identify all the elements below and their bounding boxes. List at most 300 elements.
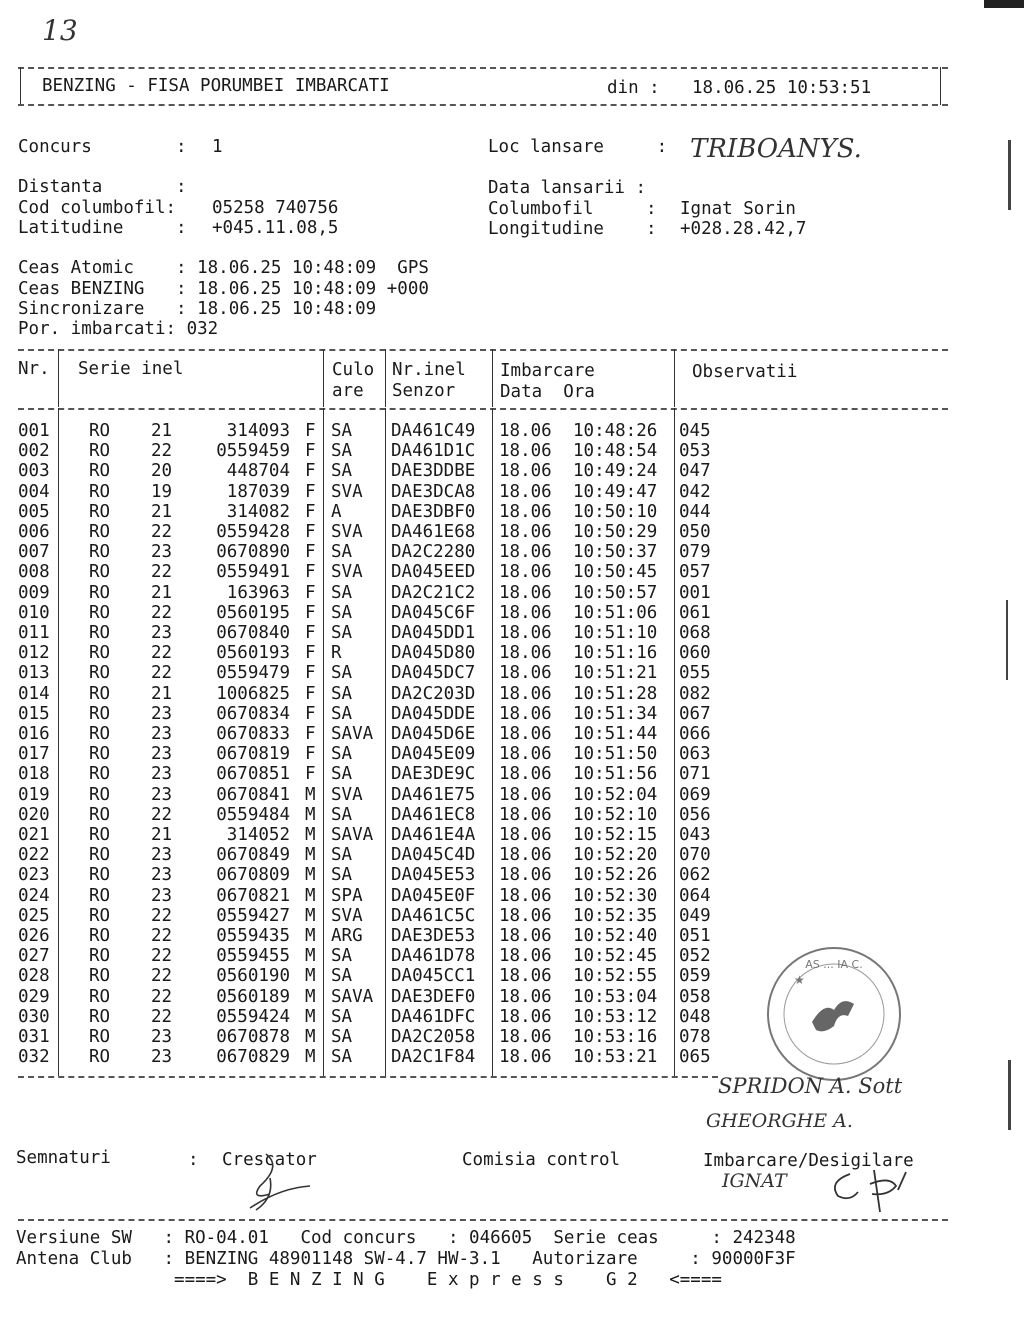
row-year: 23 bbox=[151, 1047, 173, 1068]
row-year: 21 bbox=[151, 825, 173, 845]
header-left-border bbox=[20, 67, 21, 105]
footer-benzing-express: ====> B E N Z I N G E x p r e s s G 2 <==== bbox=[16, 1270, 722, 1290]
row-ring-number: 187039 bbox=[226, 481, 290, 502]
row-country: RO bbox=[89, 804, 111, 825]
row-time: 10:50:45 bbox=[573, 562, 658, 583]
row-ring-number: 0559491 bbox=[216, 562, 290, 583]
col-divider bbox=[492, 349, 493, 407]
row-time: 10:52:20 bbox=[573, 845, 658, 866]
row-year: 21 bbox=[151, 582, 173, 603]
row-color: SA bbox=[331, 764, 353, 785]
semnaturi-colon: : bbox=[188, 1150, 199, 1170]
row-year: 22 bbox=[151, 562, 173, 583]
row-sex: M bbox=[305, 784, 316, 805]
row-country: RO bbox=[89, 744, 111, 765]
row-time: 10:50:57 bbox=[573, 582, 658, 603]
row-sensor: DA045DD1 bbox=[391, 623, 476, 643]
row-date: 18.06 bbox=[499, 784, 552, 805]
row-observation: 044 bbox=[679, 501, 711, 522]
row-ring-number: 0560190 bbox=[216, 966, 290, 987]
din-label: din : bbox=[607, 78, 660, 98]
header-bottom-border bbox=[18, 104, 948, 106]
row-color: SA bbox=[331, 623, 353, 643]
row-date: 18.06 bbox=[499, 744, 552, 765]
row-time: 10:51:06 bbox=[573, 602, 658, 623]
row-color: SPA bbox=[331, 885, 363, 906]
row-nr: 018 bbox=[18, 764, 50, 785]
row-time: 10:48:54 bbox=[573, 441, 658, 462]
row-date: 18.06 bbox=[499, 703, 552, 724]
row-date: 18.06 bbox=[499, 986, 552, 1007]
row-sex: M bbox=[305, 986, 316, 1007]
row-country: RO bbox=[89, 905, 111, 926]
row-nr: 009 bbox=[18, 582, 50, 603]
row-color: SA bbox=[331, 542, 353, 563]
row-nr: 016 bbox=[18, 724, 50, 744]
row-date: 18.06 bbox=[499, 441, 552, 462]
row-sensor: DA045D6E bbox=[391, 724, 476, 744]
row-time: 10:51:56 bbox=[573, 764, 658, 785]
row-year: 23 bbox=[151, 865, 173, 886]
footer-versiune: Versiune SW : RO-04.01 Cod concurs : 046605 Serie ceas : 242348 bbox=[16, 1228, 796, 1248]
row-country: RO bbox=[89, 1006, 111, 1027]
row-observation: 050 bbox=[679, 522, 711, 542]
footer-top-border bbox=[18, 1219, 948, 1221]
row-sex: F bbox=[305, 481, 316, 502]
row-ring-number: 448704 bbox=[226, 461, 290, 482]
header-serie-inel: Serie inel bbox=[78, 359, 184, 379]
ceas-benzing: Ceas BENZING : 18.06.25 10:48:09 +000 bbox=[18, 279, 429, 299]
row-date: 18.06 bbox=[499, 501, 552, 522]
row-sex: F bbox=[305, 643, 316, 664]
row-ring-number: 314093 bbox=[226, 421, 290, 441]
row-sensor: DA461E68 bbox=[391, 522, 476, 542]
row-year: 21 bbox=[151, 421, 173, 441]
association-stamp bbox=[764, 944, 904, 1084]
row-nr: 004 bbox=[18, 481, 50, 502]
row-color: SAVA bbox=[331, 724, 374, 744]
row-nr: 024 bbox=[18, 885, 50, 906]
row-ring-number: 0670829 bbox=[216, 1047, 290, 1068]
row-color: SA bbox=[331, 461, 353, 482]
row-observation: 056 bbox=[679, 804, 711, 825]
loc-lansare-handwritten: TRIBOANYS. bbox=[690, 134, 862, 164]
row-year: 23 bbox=[151, 784, 173, 805]
row-color: SA bbox=[331, 602, 353, 623]
row-country: RO bbox=[89, 683, 111, 704]
row-sex: M bbox=[305, 1047, 316, 1068]
row-year: 19 bbox=[151, 481, 173, 502]
row-color: SVA bbox=[331, 905, 363, 926]
row-color: A bbox=[331, 501, 342, 522]
scan-mark bbox=[1008, 140, 1011, 210]
row-nr: 025 bbox=[18, 905, 50, 926]
stamp-text: AS ... IA C. bbox=[805, 958, 863, 971]
row-ring-number: 0670878 bbox=[216, 1027, 290, 1047]
scan-mark bbox=[1008, 1060, 1011, 1130]
row-ring-number: 0559479 bbox=[216, 663, 290, 684]
row-year: 23 bbox=[151, 542, 173, 563]
row-sensor: DA2C1F84 bbox=[391, 1047, 476, 1068]
row-year: 22 bbox=[151, 663, 173, 684]
row-sensor: DA045E09 bbox=[391, 744, 476, 765]
row-observation: 065 bbox=[679, 1047, 711, 1068]
row-nr: 027 bbox=[18, 946, 50, 967]
row-nr: 014 bbox=[18, 683, 50, 704]
row-color: SA bbox=[331, 1047, 353, 1068]
row-sensor: DA2C2058 bbox=[391, 1027, 476, 1047]
row-year: 22 bbox=[151, 522, 173, 542]
row-sex: F bbox=[305, 602, 316, 623]
row-color: SA bbox=[331, 703, 353, 724]
row-date: 18.06 bbox=[499, 663, 552, 684]
porumbei-imbarcati: Por. imbarcati: 032 bbox=[18, 319, 219, 339]
header-imbarcare-1: Imbarcare bbox=[500, 361, 595, 381]
row-year: 22 bbox=[151, 441, 173, 462]
row-color: SA bbox=[331, 845, 353, 866]
row-sensor: DA045E0F bbox=[391, 885, 476, 906]
row-time: 10:52:45 bbox=[573, 946, 658, 967]
row-date: 18.06 bbox=[499, 522, 552, 542]
row-observation: 069 bbox=[679, 784, 711, 805]
pigeon-emblem-icon bbox=[812, 1001, 854, 1031]
row-country: RO bbox=[89, 602, 111, 623]
row-nr: 026 bbox=[18, 926, 50, 946]
row-sex: F bbox=[305, 703, 316, 724]
loc-lansare-label: Loc lansare : bbox=[488, 137, 668, 157]
row-year: 23 bbox=[151, 724, 173, 744]
row-time: 10:52:26 bbox=[573, 865, 658, 886]
row-year: 23 bbox=[151, 744, 173, 765]
row-country: RO bbox=[89, 542, 111, 563]
col-divider bbox=[58, 349, 59, 407]
row-sensor: DA045EED bbox=[391, 562, 476, 583]
row-time: 10:52:15 bbox=[573, 825, 658, 845]
row-time: 10:51:21 bbox=[573, 663, 658, 684]
row-observation: 062 bbox=[679, 865, 711, 886]
row-color: SA bbox=[331, 663, 353, 684]
row-nr: 029 bbox=[18, 986, 50, 1007]
row-sex: F bbox=[305, 663, 316, 684]
crescator-signature-scribble bbox=[230, 1148, 320, 1218]
row-nr: 017 bbox=[18, 744, 50, 765]
row-country: RO bbox=[89, 461, 111, 482]
scan-edge bbox=[984, 0, 1024, 8]
row-sex: M bbox=[305, 905, 316, 926]
scan-mark bbox=[1006, 600, 1008, 680]
row-color: SA bbox=[331, 582, 353, 603]
row-year: 22 bbox=[151, 643, 173, 664]
row-year: 23 bbox=[151, 703, 173, 724]
row-observation: 070 bbox=[679, 845, 711, 866]
row-time: 10:53:16 bbox=[573, 1027, 658, 1047]
row-country: RO bbox=[89, 825, 111, 845]
row-ring-number: 0559427 bbox=[216, 905, 290, 926]
row-color: SA bbox=[331, 1027, 353, 1047]
row-year: 21 bbox=[151, 501, 173, 522]
row-time: 10:53:12 bbox=[573, 1006, 658, 1027]
concurs-label: Concurs : bbox=[18, 137, 187, 157]
row-nr: 012 bbox=[18, 643, 50, 664]
row-observation: 049 bbox=[679, 905, 711, 926]
row-country: RO bbox=[89, 724, 111, 744]
row-nr: 031 bbox=[18, 1027, 50, 1047]
col-divider bbox=[323, 349, 324, 407]
row-country: RO bbox=[89, 703, 111, 724]
din-value: 18.06.25 10:53:51 bbox=[692, 78, 872, 98]
header-culoare-1: Culo bbox=[332, 360, 375, 380]
crescator-label: Crescator bbox=[222, 1150, 317, 1170]
row-ring-number: 0670821 bbox=[216, 885, 290, 906]
row-color: SA bbox=[331, 946, 353, 967]
table-header-bottom-border bbox=[18, 408, 948, 410]
row-time: 10:49:47 bbox=[573, 481, 658, 502]
row-observation: 001 bbox=[679, 582, 711, 603]
row-observation: 060 bbox=[679, 643, 711, 664]
row-sensor: DA461E4A bbox=[391, 825, 476, 845]
row-ring-number: 0670819 bbox=[216, 744, 290, 765]
latitudine-label: Latitudine : bbox=[18, 218, 187, 238]
row-color: SA bbox=[331, 804, 353, 825]
row-observation: 047 bbox=[679, 461, 711, 482]
row-date: 18.06 bbox=[499, 623, 552, 643]
row-sex: F bbox=[305, 623, 316, 643]
row-time: 10:51:44 bbox=[573, 724, 658, 744]
row-country: RO bbox=[89, 623, 111, 643]
header-top-border bbox=[18, 67, 948, 69]
row-year: 23 bbox=[151, 845, 173, 866]
row-date: 18.06 bbox=[499, 562, 552, 583]
row-sensor: DA045D80 bbox=[391, 643, 476, 664]
col-divider bbox=[385, 408, 386, 1076]
row-year: 22 bbox=[151, 926, 173, 946]
row-country: RO bbox=[89, 966, 111, 987]
row-date: 18.06 bbox=[499, 825, 552, 845]
row-date: 18.06 bbox=[499, 1047, 552, 1068]
row-year: 23 bbox=[151, 623, 173, 643]
row-sex: M bbox=[305, 966, 316, 987]
row-ring-number: 0670849 bbox=[216, 845, 290, 866]
row-sex: F bbox=[305, 764, 316, 785]
row-time: 10:52:30 bbox=[573, 885, 658, 906]
desigilare-signature-scribble bbox=[810, 1162, 920, 1222]
row-country: RO bbox=[89, 501, 111, 522]
cod-columbofil-value: 05258 740756 bbox=[212, 198, 339, 218]
row-date: 18.06 bbox=[499, 582, 552, 603]
row-ring-number: 0559459 bbox=[216, 441, 290, 462]
row-color: SA bbox=[331, 744, 353, 765]
row-time: 10:53:21 bbox=[573, 1047, 658, 1068]
row-observation: 055 bbox=[679, 663, 711, 684]
row-observation: 051 bbox=[679, 926, 711, 946]
row-country: RO bbox=[89, 441, 111, 462]
row-country: RO bbox=[89, 562, 111, 583]
row-year: 20 bbox=[151, 461, 173, 482]
handwritten-page-number: 13 bbox=[42, 14, 78, 47]
row-sensor: DAE3DE9C bbox=[391, 764, 476, 785]
row-observation: 068 bbox=[679, 623, 711, 643]
longitudine-value: +028.28.42,7 bbox=[680, 219, 807, 239]
row-observation: 078 bbox=[679, 1027, 711, 1047]
row-date: 18.06 bbox=[499, 1006, 552, 1027]
row-sex: M bbox=[305, 825, 316, 845]
longitudine-label: Longitudine : bbox=[488, 219, 657, 239]
row-nr: 019 bbox=[18, 784, 50, 805]
row-color: SA bbox=[331, 683, 353, 704]
row-color: SAVA bbox=[331, 986, 374, 1007]
header-observatii: Observatii bbox=[692, 362, 798, 382]
row-nr: 022 bbox=[18, 845, 50, 866]
row-ring-number: 1006825 bbox=[216, 683, 290, 704]
footer-antena: Antena Club : BENZING 48901148 SW-4.7 HW-3.1 Autorizare : 90000F3F bbox=[16, 1249, 796, 1269]
row-nr: 008 bbox=[18, 562, 50, 583]
row-ring-number: 0560189 bbox=[216, 986, 290, 1007]
row-year: 23 bbox=[151, 1027, 173, 1047]
row-year: 23 bbox=[151, 885, 173, 906]
row-sex: M bbox=[305, 845, 316, 866]
row-year: 22 bbox=[151, 804, 173, 825]
row-country: RO bbox=[89, 481, 111, 502]
row-nr: 015 bbox=[18, 703, 50, 724]
table-bottom-border bbox=[18, 1076, 718, 1078]
row-color: SVA bbox=[331, 784, 363, 805]
row-color: SA bbox=[331, 1006, 353, 1027]
row-time: 10:52:40 bbox=[573, 926, 658, 946]
row-sensor: DAE3DEF0 bbox=[391, 986, 476, 1007]
row-nr: 032 bbox=[18, 1047, 50, 1068]
row-nr: 001 bbox=[18, 421, 50, 441]
row-country: RO bbox=[89, 421, 111, 441]
row-sex: F bbox=[305, 562, 316, 583]
row-country: RO bbox=[89, 885, 111, 906]
row-date: 18.06 bbox=[499, 845, 552, 866]
row-year: 21 bbox=[151, 683, 173, 704]
row-sex: M bbox=[305, 1027, 316, 1047]
row-date: 18.06 bbox=[499, 724, 552, 744]
concurs-value: 1 bbox=[212, 137, 223, 157]
row-sensor: DA461C5C bbox=[391, 905, 476, 926]
row-nr: 003 bbox=[18, 461, 50, 482]
row-sensor: DA461EC8 bbox=[391, 804, 476, 825]
row-sex: M bbox=[305, 926, 316, 946]
col-divider bbox=[323, 408, 324, 1076]
row-observation: 058 bbox=[679, 986, 711, 1007]
row-sex: F bbox=[305, 421, 316, 441]
columbofil-value: Ignat Sorin bbox=[680, 199, 796, 219]
row-year: 23 bbox=[151, 764, 173, 785]
row-time: 10:52:55 bbox=[573, 966, 658, 987]
row-date: 18.06 bbox=[499, 966, 552, 987]
row-nr: 011 bbox=[18, 623, 50, 643]
row-sensor: DA461C49 bbox=[391, 421, 476, 441]
row-date: 18.06 bbox=[499, 421, 552, 441]
header-nrinel-1: Nr.inel bbox=[392, 360, 466, 380]
header-culoare-2: are bbox=[332, 381, 364, 401]
row-observation: 063 bbox=[679, 744, 711, 765]
row-sensor: DA2C2280 bbox=[391, 542, 476, 563]
row-country: RO bbox=[89, 1047, 111, 1068]
row-year: 22 bbox=[151, 602, 173, 623]
col-divider bbox=[58, 408, 59, 1076]
row-sensor: DAE3DDBE bbox=[391, 461, 476, 482]
row-sex: F bbox=[305, 582, 316, 603]
row-year: 22 bbox=[151, 946, 173, 967]
row-ring-number: 0559455 bbox=[216, 946, 290, 967]
row-observation: 053 bbox=[679, 441, 711, 462]
row-date: 18.06 bbox=[499, 542, 552, 563]
header-imbarcare-2: Data Ora bbox=[500, 382, 595, 402]
row-sex: F bbox=[305, 744, 316, 765]
row-nr: 007 bbox=[18, 542, 50, 563]
row-color: SVA bbox=[331, 481, 363, 502]
row-sensor: DAE3DBF0 bbox=[391, 501, 476, 522]
row-date: 18.06 bbox=[499, 764, 552, 785]
row-observation: 071 bbox=[679, 764, 711, 785]
row-nr: 005 bbox=[18, 501, 50, 522]
row-sex: F bbox=[305, 724, 316, 744]
cod-columbofil-label: Cod columbofil: bbox=[18, 198, 177, 218]
row-time: 10:51:16 bbox=[573, 643, 658, 664]
semnaturi-label: Semnaturi bbox=[16, 1148, 111, 1168]
row-date: 18.06 bbox=[499, 602, 552, 623]
row-ring-number: 0559424 bbox=[216, 1006, 290, 1027]
row-date: 18.06 bbox=[499, 461, 552, 482]
row-color: R bbox=[331, 643, 342, 664]
row-sensor: DA045DDE bbox=[391, 703, 476, 724]
row-time: 10:51:10 bbox=[573, 623, 658, 643]
row-nr: 013 bbox=[18, 663, 50, 684]
header-right-border bbox=[940, 67, 941, 105]
row-time: 10:53:04 bbox=[573, 986, 658, 1007]
row-time: 10:48:26 bbox=[573, 421, 658, 441]
row-time: 10:50:29 bbox=[573, 522, 658, 542]
row-sensor: DA045C6F bbox=[391, 602, 476, 623]
row-sensor: DA045E53 bbox=[391, 865, 476, 886]
row-date: 18.06 bbox=[499, 946, 552, 967]
row-nr: 021 bbox=[18, 825, 50, 845]
row-nr: 023 bbox=[18, 865, 50, 886]
row-sensor: DA2C203D bbox=[391, 683, 476, 704]
row-sensor: DA461D78 bbox=[391, 946, 476, 967]
row-time: 10:52:35 bbox=[573, 905, 658, 926]
row-time: 10:50:37 bbox=[573, 542, 658, 563]
row-year: 22 bbox=[151, 1006, 173, 1027]
row-year: 22 bbox=[151, 905, 173, 926]
row-nr: 028 bbox=[18, 966, 50, 987]
row-date: 18.06 bbox=[499, 885, 552, 906]
row-observation: 064 bbox=[679, 885, 711, 906]
row-country: RO bbox=[89, 1027, 111, 1047]
row-nr: 010 bbox=[18, 602, 50, 623]
row-sex: F bbox=[305, 461, 316, 482]
row-time: 10:51:28 bbox=[573, 683, 658, 704]
row-color: SVA bbox=[331, 562, 363, 583]
row-date: 18.06 bbox=[499, 865, 552, 886]
row-ring-number: 0670851 bbox=[216, 764, 290, 785]
row-country: RO bbox=[89, 764, 111, 785]
sincronizare: Sincronizare : 18.06.25 10:48:09 bbox=[18, 299, 377, 319]
row-date: 18.06 bbox=[499, 643, 552, 664]
row-ring-number: 0560195 bbox=[216, 602, 290, 623]
row-date: 18.06 bbox=[499, 1027, 552, 1047]
row-observation: 057 bbox=[679, 562, 711, 583]
row-ring-number: 0559484 bbox=[216, 804, 290, 825]
row-country: RO bbox=[89, 522, 111, 542]
row-observation: 052 bbox=[679, 946, 711, 967]
distanta-label: Distanta : bbox=[18, 177, 187, 197]
header-nrinel-2: Senzor bbox=[392, 381, 456, 401]
row-nr: 006 bbox=[18, 522, 50, 542]
